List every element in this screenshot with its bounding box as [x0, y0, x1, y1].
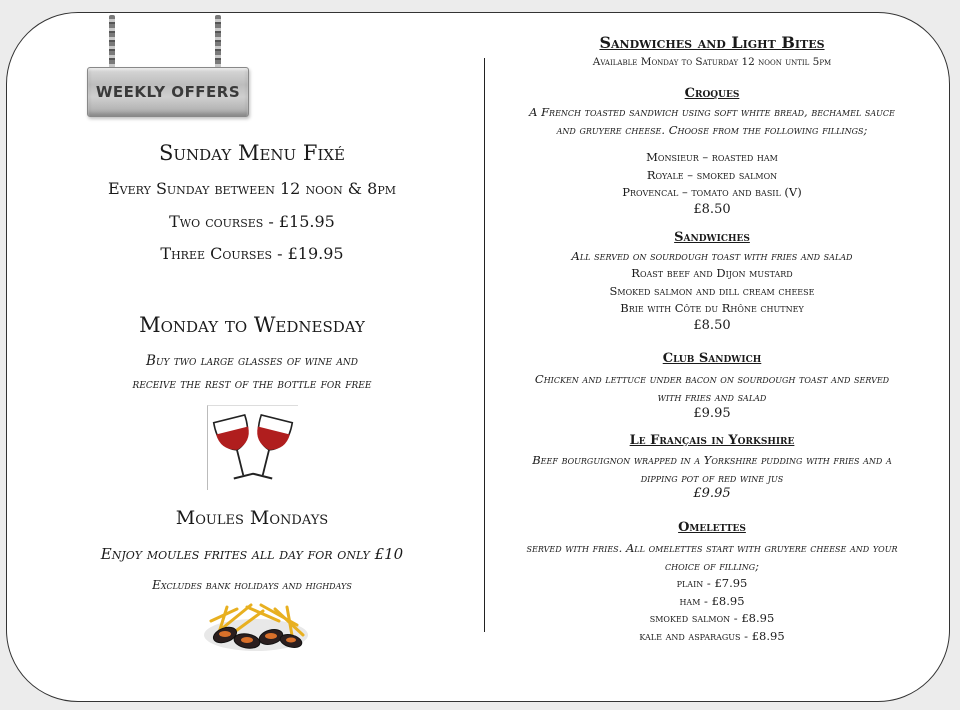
croques-price: £8.50 [693, 202, 731, 217]
monday-wednesday-line-1: Buy two large glasses of wine and [146, 353, 358, 369]
sandwiches-main-title: Sandwiches and Light Bites [599, 33, 825, 52]
croques-desc-2: and gruyere cheese. Choose from the following fillings; [556, 123, 868, 137]
monday-wednesday-line-2: receive the rest of the bottle for free [132, 376, 372, 392]
omelettes-desc-1: served with fries. All omelettes start with gruyere cheese and your [526, 541, 898, 555]
omelettes-title: Omelettes [678, 520, 746, 535]
chain-right [215, 15, 221, 70]
club-price: £9.95 [693, 406, 731, 421]
sandwiches-item-1: Roast beef and Dijon mustard [631, 266, 793, 280]
sign-board [87, 67, 249, 117]
croques-item-1: Monsieur – roasted ham [646, 150, 778, 164]
sandwiches-title: Sandwiches [674, 230, 750, 245]
menu-page [6, 12, 950, 702]
croques-desc-1: A French toasted sandwich using soft white bread, bechamel sauce [529, 105, 895, 119]
sandwiches-desc: All served on sourdough toast with fries and salad [571, 249, 853, 263]
moules-line-1: Enjoy moules frites all day for only £10 [100, 545, 404, 563]
le-francais-desc-2: dipping pot of red wine jus [640, 471, 784, 485]
sunday-line-2: Two courses - £15.95 [169, 212, 335, 231]
sunday-line-1: Every Sunday between 12 noon & 8pm [108, 179, 396, 198]
sandwiches-item-3: Brie with Côte du Rhône chutney [620, 301, 804, 315]
club-sandwich-title: Club Sandwich [662, 351, 762, 366]
weekly-offers-sign [87, 13, 247, 123]
availability-note: Available Monday to Saturday 12 noon until 5pm [592, 56, 832, 68]
le-francais-desc-1: Beef bourguignon wrapped in a Yorkshire pudding with fries and a [532, 453, 892, 467]
croques-title: Croques [684, 86, 740, 101]
croques-item-2: Royale – smoked salmon [646, 168, 778, 182]
column-divider [484, 58, 485, 632]
sunday-line-3: Three Courses - £19.95 [160, 244, 344, 263]
monday-wednesday-title: Monday to Wednesday [139, 313, 365, 337]
sign-label: WEEKLY OFFERS [95, 83, 241, 101]
sandwiches-price: £8.50 [693, 318, 731, 333]
moules-mondays-title: Moules Mondays [175, 507, 329, 529]
sandwiches-item-2: Smoked salmon and dill cream cheese [609, 284, 815, 298]
sunday-title: Sunday Menu Fixé [159, 141, 345, 165]
le-francais-price: £9.95 [693, 486, 731, 501]
omelettes-item-4: kale and asparagus - £8.95 [639, 629, 785, 643]
moules-frites-icon [197, 591, 315, 661]
omelettes-item-3: smoked salmon - £8.95 [649, 611, 775, 625]
omelettes-item-1: plain - £7.95 [676, 576, 748, 590]
wine-glasses-icon [207, 405, 298, 490]
le-francais-title: Le Français in Yorkshire [629, 433, 795, 448]
moules-line-2: Excludes bank holidays and highdays [152, 578, 352, 592]
club-desc-1: Chicken and lettuce under bacon on sourdough toast and served [534, 372, 890, 386]
chain-left [109, 15, 115, 70]
omelettes-desc-2: choice of filling; [665, 559, 759, 573]
omelettes-item-2: ham - £8.95 [679, 594, 745, 608]
croques-item-3: Provencal – tomato and basil (V) [622, 185, 802, 199]
club-desc-2: with fries and salad [657, 390, 767, 404]
